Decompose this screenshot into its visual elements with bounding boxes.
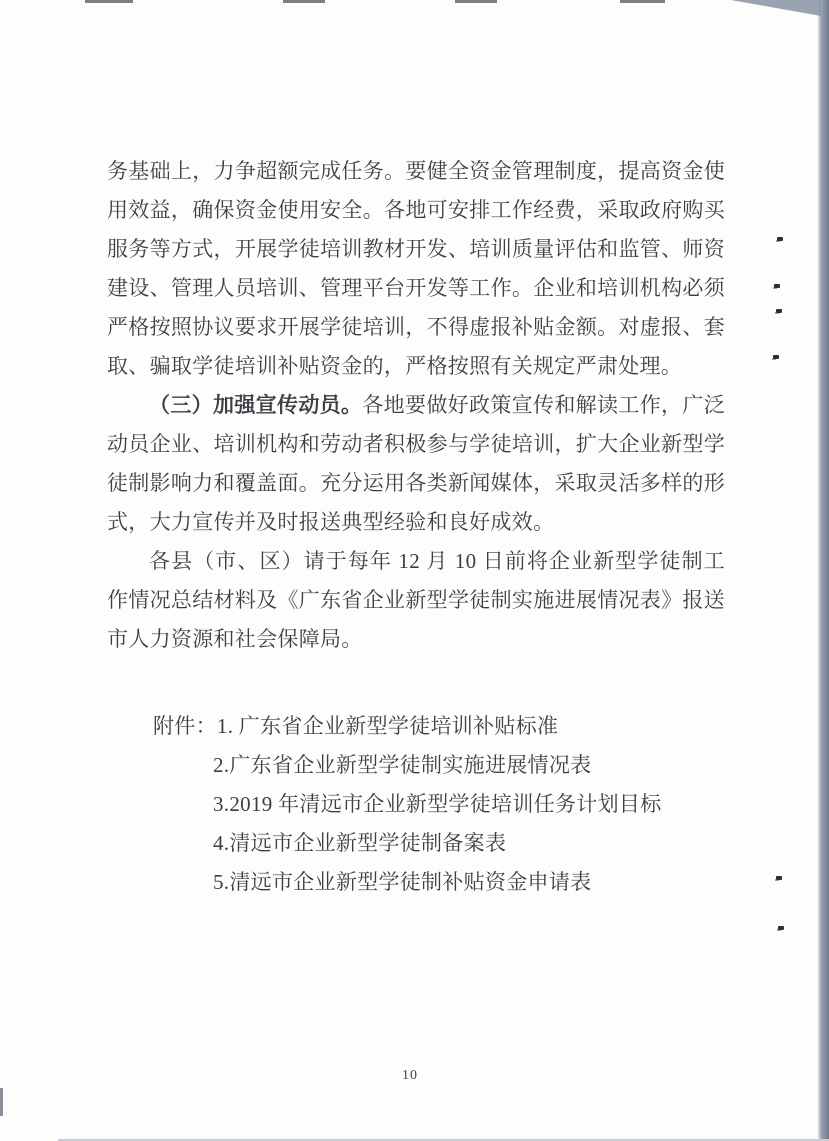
paragraph-text: 各县（市、区）请于每年 12 月 10 日前将企业新型学徒制工作情况总结材料及《广东省企业新型学徒制实施进展情况表》报送市人力资源和社会保障局。 (107, 549, 725, 651)
scan-speck (777, 237, 783, 241)
page-number: 10 (402, 1068, 418, 1083)
paragraph-text: 务基础上，力争超额完成任务。要健全资金管理制度，提高资金使用效益，确保资金使用安全。各地可安排工作经费，采取政府购买服务等方式，开展学徒培训教材开发、培训质量评估和监管、师资建设、管理人员培训、管理平台开发等工作。企业和培训机构必须严格按照协议要求开展学徒培训，不得虚报补贴金额。对虚报、套取、骗取学徒培训补贴资金的，严格按照有关规定严肃处理。 (107, 159, 725, 378)
attachment-item-5: 5.清远市企业新型学徒制补贴资金申请表 (213, 870, 592, 894)
scan-speck (774, 284, 780, 288)
scan-edge-shadow-right (818, 0, 829, 1141)
scan-top-dash (620, 0, 665, 3)
paragraph-publicity (107, 386, 725, 542)
paragraph-text: 各地要做好政策宣传和解读工作，广泛动员企业、培训机构和劳动者积极参与学徒培训，扩大企业新型学徒制影响力和覆盖面。充分运用各类新闻媒体，采取灵活多样的形式，大力宣传并及时报送典型经验和良好成效。 (107, 393, 725, 534)
scan-speck (778, 926, 784, 930)
attachment-row (153, 707, 725, 746)
scan-top-dash (283, 0, 325, 3)
attachments-list (107, 707, 725, 902)
scan-top-dash (455, 0, 497, 3)
section-heading-bold: （三）加强宣传动员。 (149, 393, 363, 417)
attachment-item-2: 2.广东省企业新型学徒制实施进展情况表 (213, 753, 592, 777)
document-body (107, 152, 725, 902)
scan-speck (776, 309, 782, 313)
attachments-label: 附件： (153, 714, 217, 738)
paragraph-reporting-deadline (107, 542, 725, 659)
scan-edge-mark-left (0, 1088, 3, 1116)
attachment-item-1: 1. 广东省企业新型学徒培训补贴标准 (216, 714, 559, 738)
scan-top-dash (85, 0, 133, 3)
scan-corner-shadow (731, 0, 821, 16)
attachment-item-4: 4.清远市企业新型学徒制备案表 (213, 831, 507, 855)
attachment-item-3: 3.2019 年清远市企业新型学徒培训任务计划目标 (213, 792, 662, 816)
scan-speck (776, 876, 782, 880)
scan-speck (773, 355, 779, 359)
paragraph-funding-management (107, 152, 725, 386)
